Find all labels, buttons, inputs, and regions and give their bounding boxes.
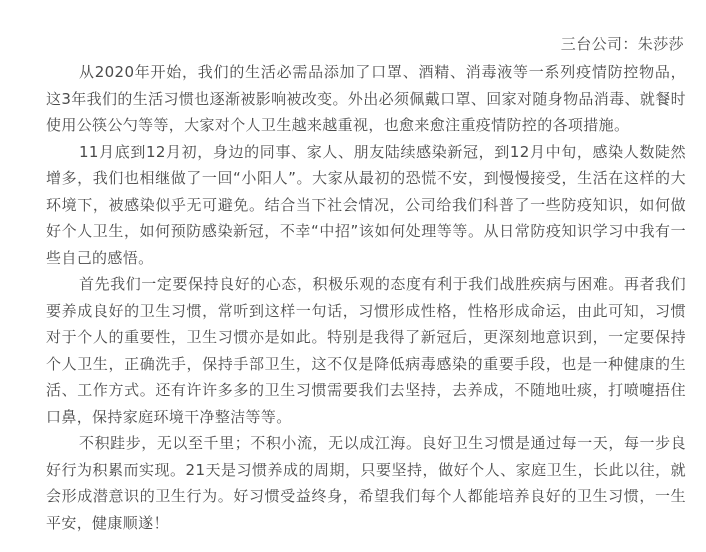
paragraph-4: 不积跬步，无以至千里；不积小流，无以成江海。良好卫生习惯是通过每一天，每一步良好行为积累而实现。21天是习惯养成的周期，只要坚持，做好个人、家庭卫生，长此以往，就会形成潜意识的卫生行为。好习惯受益终身，希望我们每个人都能培养良好的卫生习惯，一生平安，健康顺遂！ [46,434,686,532]
paragraph-3: 首先我们一定要保持良好的心态，积极乐观的态度有利于我们战胜疾病与困难。再者我们要养成良好的卫生习惯，常听到这样一句话，习惯形成性格，性格形成命运，由此可知，习惯对于个人的重要性，卫生习惯亦是如此。特别是我得了新冠后，更深刻地意识到，一定要保持个人卫生，正确洗手，保持手部卫生，这不仅是降低病毒感染的重要手段，也是一种健康的生活、工作方式。还有许许多多的卫生习惯需要我们去坚持，去养成，不随地吐痰，打喷嚏捂住口鼻，保持家庭环境干净整洁等等。 [46,275,686,426]
author-line: 三台公司：朱莎莎 [560,35,684,53]
paragraph-2: 11月底到12月初，身边的同事、家人、朋友陆续感染新冠，到12月中旬，感染人数陡然增多，我们也相继做了一回“小阳人”。大家从最初的恐慌不安，到慢慢接受，生活在这样的大环境下，被感染似乎无可避免。结合当下社会情况，公司给我们科普了一些防疫知识，如何做好个人卫生，如何预防感染新冠，不幸“中招”该如何处理等等。从日常防疫知识学习中我有一些自己的感悟。 [46,142,686,267]
paragraph-1: 从2020年开始，我们的生活必需品添加了口罩、酒精、消毒液等一系列疫情防控物品，这3年我们的生活习惯也逐渐被影响被改变。外出必须佩戴口罩、回家对随身物品消毒、就餐时使用公筷公勺等等，大家对个人卫生越来越重视，也愈来愈注重疫情防控的各项措施。 [46,63,686,134]
